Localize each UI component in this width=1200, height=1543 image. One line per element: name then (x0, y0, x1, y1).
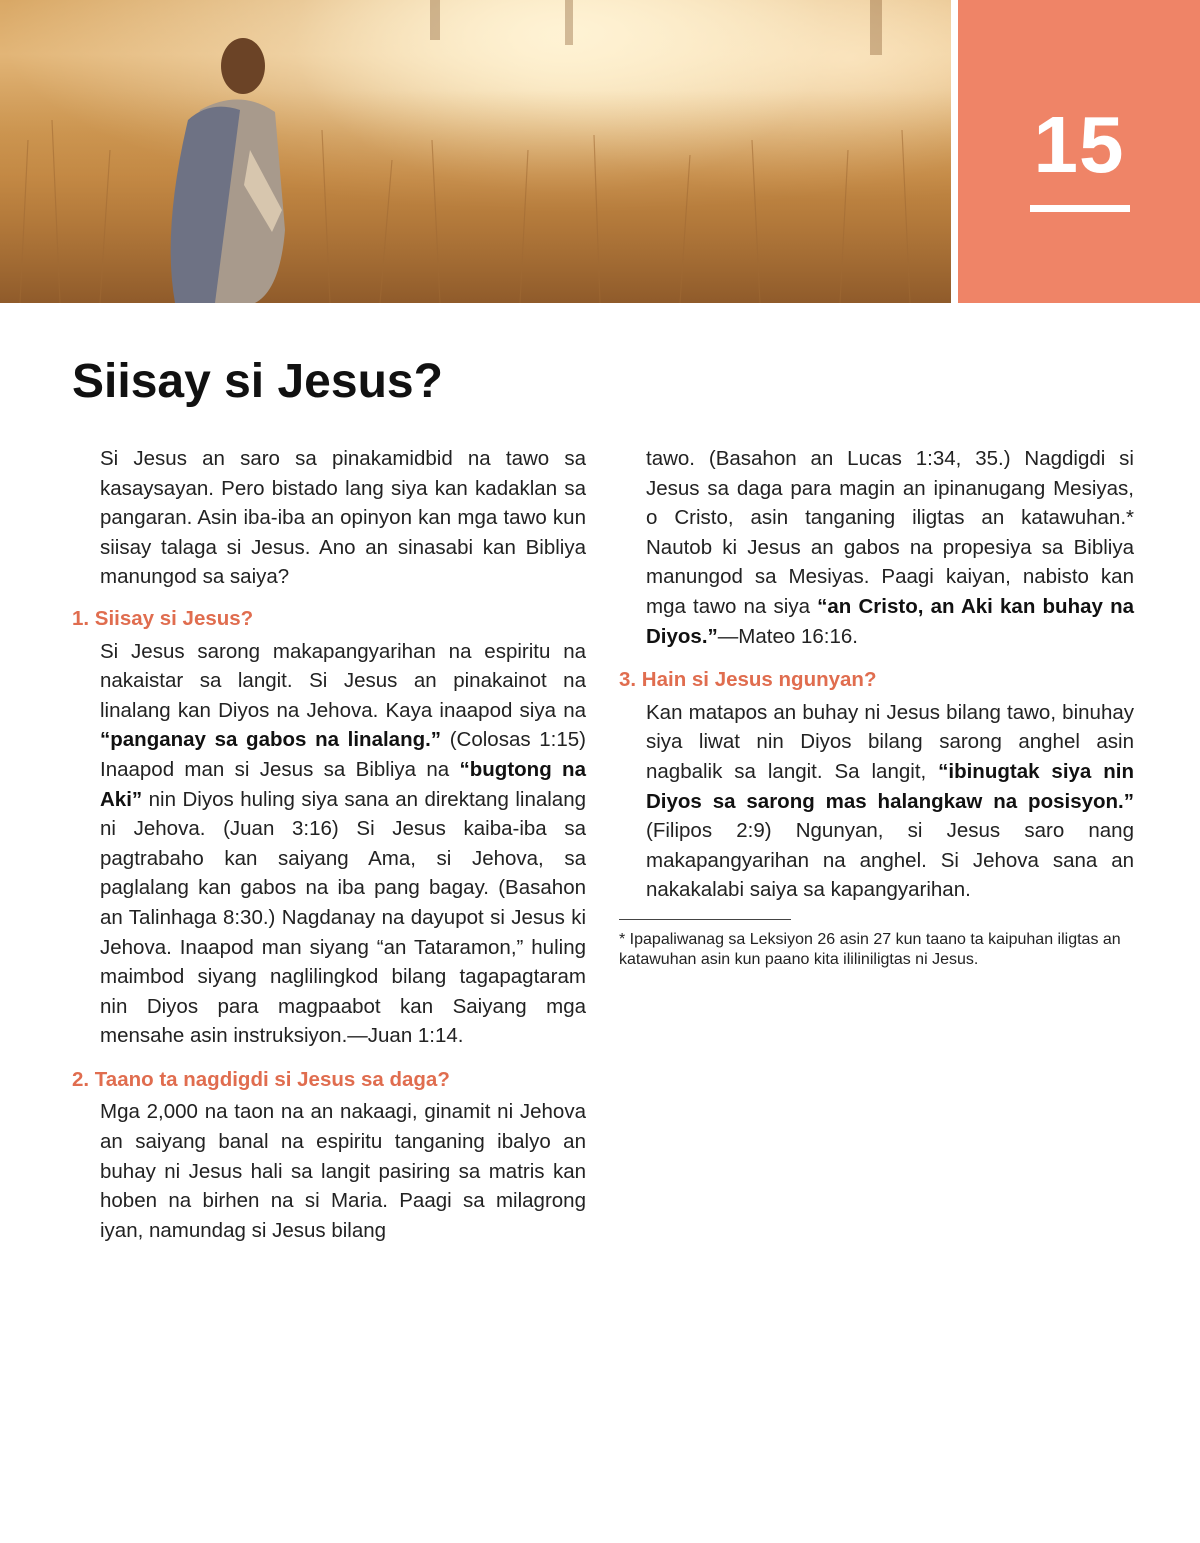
page-title: Siisay si Jesus? (72, 355, 443, 408)
footnote-divider (619, 919, 791, 920)
field-illustration (0, 0, 951, 303)
intro-paragraph: Si Jesus an saro sa pinakamidbid na tawo sa kasaysayan. Pero bistado lang siya kan kadaklan sa pangaran. Asin iba-iba an opinyon kan mga tawo kun siisay talaga si Jesus. Ano an sinasabi kan Bibliya manungod sa saiya? (100, 447, 586, 589)
right-column (619, 444, 1134, 970)
answer-3-paragraph: Kan matapos an buhay ni Jesus bilang tawo, binuhay siya liwat nin Diyos bilang sarong anghel asin nagbalik sa langit. Sa langit, “ibinugtak siya nin Diyos sa sarong mas halangkaw na posisyon.” (Filipos 2:9) Ngunyan, si Jesus saro nang makapangyarihan na anghel. Si Jehova sana an nakakalabi saiya sa kapangyarihan. (646, 700, 1134, 902)
footnote: * Ipapaliwanag sa Leksiyon 26 asin 27 kun taano ta kaipuhan iligtas an katawuhan asin kun paano kita ililiniligtas ni Jesus. (619, 930, 1121, 968)
answer-1-paragraph: Si Jesus sarong makapangyarihan na espiritu na nakaistar sa langit. Si Jesus an pinakainot na linalang kan Diyos na Jehova. Kaya inaapod siya na “panganay sa gabos na linalang.” (Colosas 1:15) Inaapod man si Jesus sa Bibliya na “bugtong na Aki” nin Diyos huling siya sana an direktang linalang ni Jehova. (Juan 3:16) Si Jesus kaiba-iba sa pagtrabaho kan saiyang Ama, si Jehova, sa paglalang kan gabos na iba pang bagay. (Basahon an Talinhaga 8:30.) Nagdanay na dayupot si Jesus ki Jehova. Inaapod man siyang “an Tataramon,” huling maimbod siyang naglilingkod bilang tagapagtaram nin Diyos para magpaabot kan Saiyang mga mensahe asin instruksiyon.—Juan 1:14. (100, 639, 586, 1048)
question-1-heading: 1. Siisay si Jesus? (72, 606, 254, 630)
question-2-heading: 2. Taano ta nagdigdi si Jesus sa daga? (72, 1067, 450, 1091)
answer-2-paragraph: Mga 2,000 na taon na an nakaagi, ginamit ni Jehova an saiyang banal na espiritu tanganing ibalyo an buhay ni Jesus hali sa langit pasiring sa matris kan hoben na birhen na si Maria. Paagi sa milagrong iyan, namundag si Jesus bilang (100, 1100, 586, 1242)
question-3-heading: 3. Hain si Jesus ngunyan? (619, 668, 877, 692)
lesson-number-box (958, 0, 1200, 303)
left-column (72, 444, 586, 1245)
lesson-number-underline (1030, 205, 1130, 212)
hero-image (0, 0, 951, 303)
answer-2-continued: tawo. (Basahon an Lucas 1:34, 35.) Nagdigdi si Jesus sa daga para magin an ipinanugang Mesiyas, o Cristo, asin tanganing iligtas an katawuhan.* Nautob ki Jesus an gabos na propesiya sa Bibliya manungod sa Mesiyas. Paagi kaiyan, nabisto kan mga tawo na siya “an Cristo, an Aki kan buhay na Diyos.”—Mateo 16:16. (646, 447, 1134, 648)
lesson-number: 15 (1033, 100, 1125, 189)
answer-2-continued-text: tawo. (Basahon an Lucas 1:34, 35.) Nagdigdi si Jesus sa daga para magin an ipinanugang Mesiyas, o Cristo, asin tanganing iligtas an katawuhan.* Nautob ki Jesus an gabos na propesiya sa Bibliya manungod sa Mesiyas. Paagi kaiyan, nabisto kan mga tawo na siya (646, 447, 1134, 618)
